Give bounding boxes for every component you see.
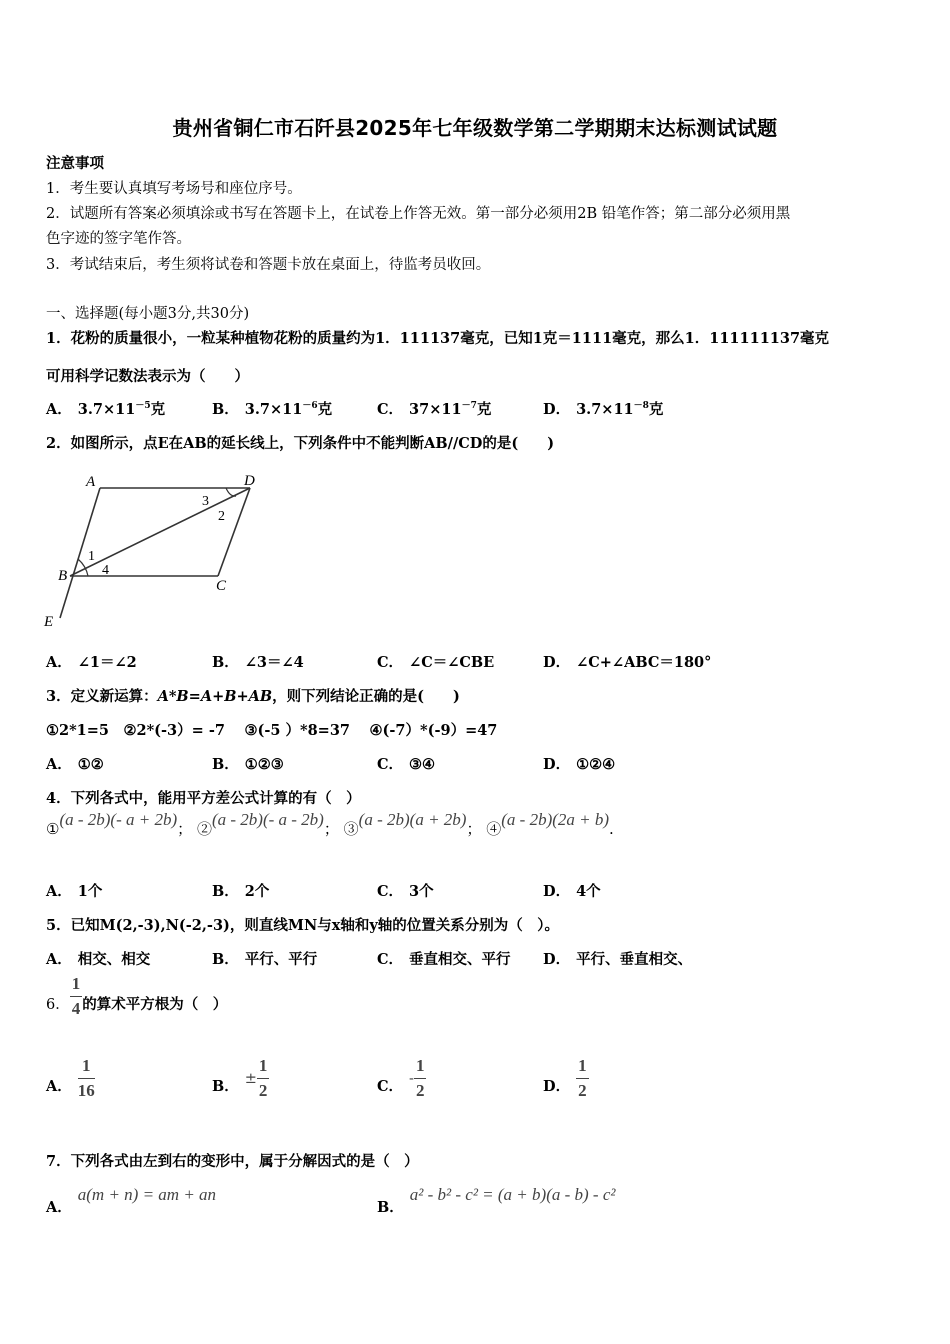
q4-option-b[interactable]: B． 2个 bbox=[212, 883, 270, 900]
q4-expr: (a - 2b)(- a + 2b) bbox=[59, 810, 178, 829]
q4-mark: ④ bbox=[486, 820, 502, 838]
label-angle-4: 4 bbox=[102, 563, 109, 578]
page-title: 贵州省铜仁市石阡县2025年七年级数学第二学期期末达标测试试题 bbox=[172, 116, 778, 140]
label-a: A bbox=[86, 474, 96, 490]
q1-stem-line2: 可用科学记数法表示为（ ） bbox=[46, 368, 249, 385]
notice-item: 3．考试结束后，考生须将试卷和答题卡放在桌面上，待监考员收回。 bbox=[46, 257, 491, 273]
q1-option-a[interactable]: A． $3.7\times 11^{-5}$克 bbox=[46, 401, 166, 418]
q4-mark: ② bbox=[196, 820, 212, 838]
q3-option-d[interactable]: D． ①②④ bbox=[543, 756, 616, 773]
q3-stem: 3．定义新运算：A*B=A+B+AB，则下列结论正确的是( ) bbox=[46, 688, 460, 705]
q2-option-a[interactable]: A． ∠1＝∠2 bbox=[46, 654, 137, 671]
q3-option-c[interactable]: C． ③④ bbox=[377, 756, 436, 773]
q4-option-a[interactable]: A． 1个 bbox=[46, 883, 103, 900]
q2-option-d[interactable]: D． ∠C+∠ABC＝180° bbox=[543, 654, 712, 671]
q4-mark: ③ bbox=[343, 820, 359, 838]
q4-expr: (a - 2b)(a + 2b) bbox=[358, 810, 467, 829]
q4-expr: (a - 2b)(- a - 2b) bbox=[211, 810, 324, 829]
notice-heading: 注意事项 bbox=[46, 155, 104, 172]
q6-option-a[interactable]: A． $\frac{1}{16}$ bbox=[46, 1056, 95, 1100]
q2-stem: 2．如图所示，点E在AB的延长线上，下列条件中不能判断AB//CD的是( ) bbox=[46, 435, 555, 452]
q1-option-b[interactable]: B． $3.7\times 11^{-6}$克 bbox=[212, 401, 333, 418]
q4-mark: ① bbox=[46, 820, 60, 838]
q5-option-d[interactable]: D． 平行、垂直相交、 bbox=[543, 951, 693, 968]
q3-option-b[interactable]: B． ①②③ bbox=[212, 756, 284, 773]
q3-statements: ①2*1=5 ②2*(-3）= -7 ③(-5 ）*8=37 ④(-7）*(-9）=47 bbox=[46, 722, 498, 739]
q5-stem: 5．已知M(2,-3),N(-2,-3)，则直线MN与x轴和y轴的位置关系分别为（ ）。 bbox=[46, 917, 560, 934]
q7-stem: 7．下列各式由左到右的变形中，属于分解因式的是（ ） bbox=[46, 1153, 419, 1170]
q4-stem: 4．下列各式中，能用平方差公式计算的有（ ） bbox=[46, 790, 361, 807]
q6-fraction: $\frac{1}{4}$ bbox=[71, 974, 81, 1018]
q5-option-a[interactable]: A． 相交、相交 bbox=[46, 951, 151, 968]
q2-option-b[interactable]: B． ∠3＝∠4 bbox=[212, 654, 304, 671]
q6-option-d[interactable]: D． $\frac{1}{2}$ bbox=[543, 1056, 587, 1100]
notice-item: 1．考生要认真填写考场号和座位序号。 bbox=[46, 181, 302, 197]
q5-option-b[interactable]: B． 平行、平行 bbox=[212, 951, 318, 968]
section-heading: 一、选择题(每小题3分,共30分) bbox=[46, 306, 250, 322]
notice-item: 色字迹的签字笔作答。 bbox=[46, 231, 191, 247]
q4-option-d[interactable]: D． 4个 bbox=[543, 883, 601, 900]
notice-item: 2．试题所有答案必须填涂或书写在答题卡上，在试卷上作答无效。第一部分必须用2B 铅笔作答；第二部分必须用黑 bbox=[46, 206, 791, 222]
q5-option-c[interactable]: C． 垂直相交、平行 bbox=[377, 951, 511, 968]
q1-option-c[interactable]: C． $37\times 11^{-7}$克 bbox=[377, 401, 492, 418]
q1-option-d[interactable]: D． $3.7\times 11^{-8}$克 bbox=[543, 401, 664, 418]
q1-stem-line1: 1．花粉的质量很小，一粒某种植物花粉的质量约为1．111137毫克，已知1克＝1111毫克，那么1．111111137毫克 bbox=[46, 330, 830, 347]
q2-figure bbox=[40, 466, 270, 632]
q4-expressions: ①(a - 2b)(- a + 2b)； ②(a - 2b)(- a - 2b)； ③(a - 2b)(a + 2b)； ④(a - 2b)(2a + b). bbox=[46, 810, 614, 838]
label-d: D bbox=[244, 473, 255, 489]
label-e: E bbox=[44, 614, 54, 630]
q2-option-c[interactable]: C． ∠C＝∠CBE bbox=[377, 654, 495, 671]
label-angle-1: 1 bbox=[88, 549, 95, 564]
q6-option-c[interactable]: C． - $\frac{1}{2}$ bbox=[377, 1056, 425, 1100]
label-b: B bbox=[58, 568, 68, 584]
q6-stem: 6． $\frac{1}{4}$ 的算术平方根为（ ） bbox=[46, 974, 228, 1018]
label-angle-3: 3 bbox=[202, 494, 209, 509]
label-angle-2: 2 bbox=[218, 509, 225, 524]
q7-option-a[interactable]: A．a(m + n) = am + an bbox=[46, 1185, 217, 1216]
q4-option-c[interactable]: C． 3个 bbox=[377, 883, 434, 900]
label-c: C bbox=[216, 578, 227, 594]
q7-option-b[interactable]: B．a² - b² - c² = (a + b)(a - b) - c² bbox=[377, 1185, 616, 1216]
q6-option-b[interactable]: B． ± $\frac{1}{2}$ bbox=[212, 1056, 268, 1100]
q4-expr: (a - 2b)(2a + b) bbox=[501, 810, 610, 829]
q3-option-a[interactable]: A． ①② bbox=[46, 756, 104, 773]
